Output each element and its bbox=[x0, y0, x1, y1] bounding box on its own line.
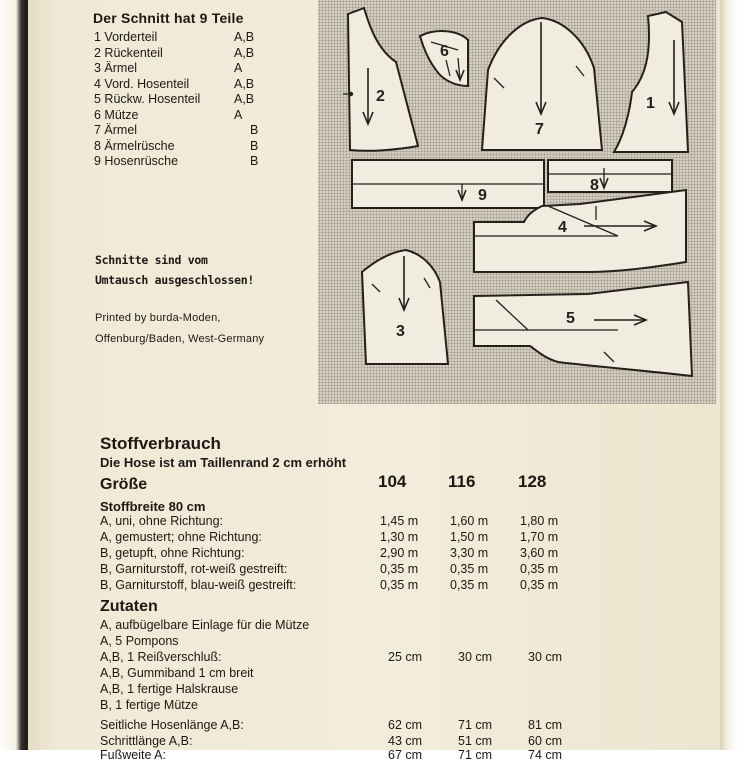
pattern-layout-diagram bbox=[318, 0, 716, 404]
printer-line-2: Offenburg/Baden, West-Germany bbox=[95, 333, 265, 345]
table-row bbox=[98, 618, 658, 634]
row-label: B, getupft, ohne Richtung: bbox=[100, 546, 245, 560]
row-value: 67 cm bbox=[388, 748, 423, 762]
row-value: 30 cm bbox=[458, 650, 493, 664]
pattern-piece-2 bbox=[343, 8, 418, 151]
table-row bbox=[98, 634, 658, 650]
size-header: 104 bbox=[378, 472, 407, 491]
row-value: 1,80 m bbox=[520, 514, 559, 528]
row-value: 60 cm bbox=[528, 734, 563, 748]
part-views: B bbox=[250, 154, 259, 168]
row-value: 3,60 m bbox=[520, 546, 559, 560]
row-value: 43 cm bbox=[388, 734, 423, 748]
part-name: 5 Rückw. Hosenteil bbox=[94, 92, 201, 106]
row-value: 0,35 m bbox=[520, 562, 559, 576]
part-name: 3 Ärmel bbox=[94, 61, 138, 75]
row-value: 0,35 m bbox=[450, 562, 489, 576]
table-row bbox=[98, 748, 658, 764]
part-row bbox=[94, 108, 274, 124]
row-label: A, uni, ohne Richtung: bbox=[100, 514, 223, 528]
part-views: A bbox=[234, 107, 243, 122]
piece-number: 5 bbox=[566, 310, 575, 327]
row-label: A, gemustert; ohne Richtung: bbox=[100, 530, 262, 544]
row-value: 0,35 m bbox=[380, 562, 419, 576]
printer-imprint bbox=[95, 308, 264, 350]
table-row bbox=[98, 666, 658, 682]
size-header: 116 bbox=[448, 472, 476, 491]
row-value: 1,70 m bbox=[520, 530, 559, 544]
parts-list bbox=[94, 30, 274, 170]
row-value: 2,90 m bbox=[380, 546, 419, 560]
part-name: 9 Hosenrüsche bbox=[94, 154, 179, 168]
row-value: 62 cm bbox=[388, 718, 423, 732]
table-row bbox=[98, 698, 658, 714]
row-label: A, 5 Pompons bbox=[100, 634, 179, 648]
row-label: Fußweite A: bbox=[100, 748, 166, 762]
row-value: 0,35 m bbox=[450, 578, 489, 592]
table-row bbox=[98, 530, 658, 546]
part-name: 4 Vord. Hosenteil bbox=[94, 76, 190, 91]
part-name: 1 Vorderteil bbox=[94, 30, 158, 44]
table-row bbox=[98, 546, 658, 562]
fabric-title: Stoffverbrauch bbox=[100, 434, 221, 453]
fabric-subtitle: Die Hose ist am Taillenrand 2 cm erhöht bbox=[100, 455, 347, 470]
table-row bbox=[98, 562, 658, 578]
table-row bbox=[98, 650, 658, 666]
parts-title: Der Schnitt hat 9 Teile bbox=[93, 10, 244, 26]
part-views: B bbox=[250, 138, 259, 153]
part-row bbox=[94, 139, 274, 155]
piece-number: 7 bbox=[535, 121, 544, 138]
part-name: 8 Ärmelrüsche bbox=[94, 138, 175, 153]
piece-number: 6 bbox=[440, 43, 449, 60]
row-label: A, aufbügelbare Einlage für die Mütze bbox=[100, 618, 310, 632]
part-row bbox=[94, 123, 274, 139]
row-value: 0,35 m bbox=[380, 578, 419, 592]
part-row bbox=[94, 46, 274, 62]
page-edge bbox=[720, 0, 750, 750]
pattern-piece-5 bbox=[474, 282, 692, 376]
pattern-piece-3 bbox=[362, 250, 448, 364]
row-label: Seitliche Hosenlänge A,B: bbox=[100, 718, 244, 732]
row-value: 1,50 m bbox=[450, 530, 489, 544]
pattern-piece-8 bbox=[548, 160, 672, 194]
pattern-piece-9 bbox=[352, 160, 544, 208]
row-value: 51 cm bbox=[458, 734, 493, 748]
size-label: Größe bbox=[100, 476, 148, 493]
row-value: 0,35 m bbox=[520, 578, 559, 592]
row-label: B, Garniturstoff, rot-weiß gestreift: bbox=[100, 562, 288, 576]
row-value: 1,60 m bbox=[450, 514, 489, 528]
part-name: 2 Rückenteil bbox=[94, 45, 163, 60]
row-value: 71 cm bbox=[458, 748, 493, 762]
row-value: 81 cm bbox=[528, 718, 563, 732]
part-row bbox=[94, 77, 274, 93]
part-name: 7 Ärmel bbox=[94, 123, 138, 137]
row-value: 25 cm bbox=[388, 650, 423, 664]
row-label: B, 1 fertige Mütze bbox=[100, 698, 198, 712]
table-row bbox=[98, 718, 658, 734]
row-value: 3,30 m bbox=[450, 546, 489, 560]
table-row bbox=[98, 514, 658, 530]
row-label: Schrittlänge A,B: bbox=[100, 734, 193, 748]
row-value: 30 cm bbox=[528, 650, 563, 664]
part-row bbox=[94, 154, 274, 170]
book-spine bbox=[0, 0, 30, 750]
part-views: A,B bbox=[234, 30, 255, 44]
piece-number: 2 bbox=[376, 88, 385, 105]
pattern-piece-7 bbox=[482, 18, 602, 150]
row-label: B, Garniturstoff, blau-weiß gestreift: bbox=[100, 578, 297, 592]
exchange-notice bbox=[95, 250, 254, 290]
row-value: 1,30 m bbox=[380, 530, 419, 544]
row-value: 1,45 m bbox=[380, 514, 419, 528]
row-label: A,B, 1 fertige Halskrause bbox=[100, 682, 239, 696]
notions-title: Zutaten bbox=[100, 598, 158, 615]
part-name: 6 Mütze bbox=[94, 107, 139, 122]
piece-number: 8 bbox=[590, 177, 599, 194]
part-views: A,B bbox=[234, 76, 255, 91]
fabric-width: Stoffbreite 80 cm bbox=[100, 499, 206, 514]
part-row bbox=[94, 30, 274, 46]
part-row bbox=[94, 61, 274, 77]
part-views: A bbox=[234, 61, 243, 75]
exchange-line-1: Schnitte sind vom bbox=[95, 253, 208, 267]
row-value: 71 cm bbox=[458, 718, 493, 732]
part-views: B bbox=[250, 123, 259, 137]
part-views: A,B bbox=[234, 92, 255, 106]
pattern-piece-6 bbox=[420, 31, 468, 86]
pattern-piece-1 bbox=[614, 12, 688, 152]
exchange-line-2: Umtausch ausgeschlossen! bbox=[95, 273, 254, 287]
part-views: A,B bbox=[234, 45, 255, 60]
printer-line-1: Printed by burda-Moden, bbox=[95, 312, 221, 324]
row-value: 74 cm bbox=[528, 748, 563, 762]
piece-number: 4 bbox=[558, 219, 567, 236]
table-row bbox=[98, 682, 658, 698]
size-header: 128 bbox=[518, 472, 547, 491]
row-label: A,B, Gummiband 1 cm breit bbox=[100, 666, 254, 680]
piece-number: 3 bbox=[396, 323, 405, 340]
table-row bbox=[98, 578, 658, 594]
piece-number: 1 bbox=[646, 95, 655, 112]
row-label: A,B, 1 Reißverschluß: bbox=[100, 650, 222, 664]
piece-number: 9 bbox=[478, 187, 487, 204]
part-row bbox=[94, 92, 274, 108]
